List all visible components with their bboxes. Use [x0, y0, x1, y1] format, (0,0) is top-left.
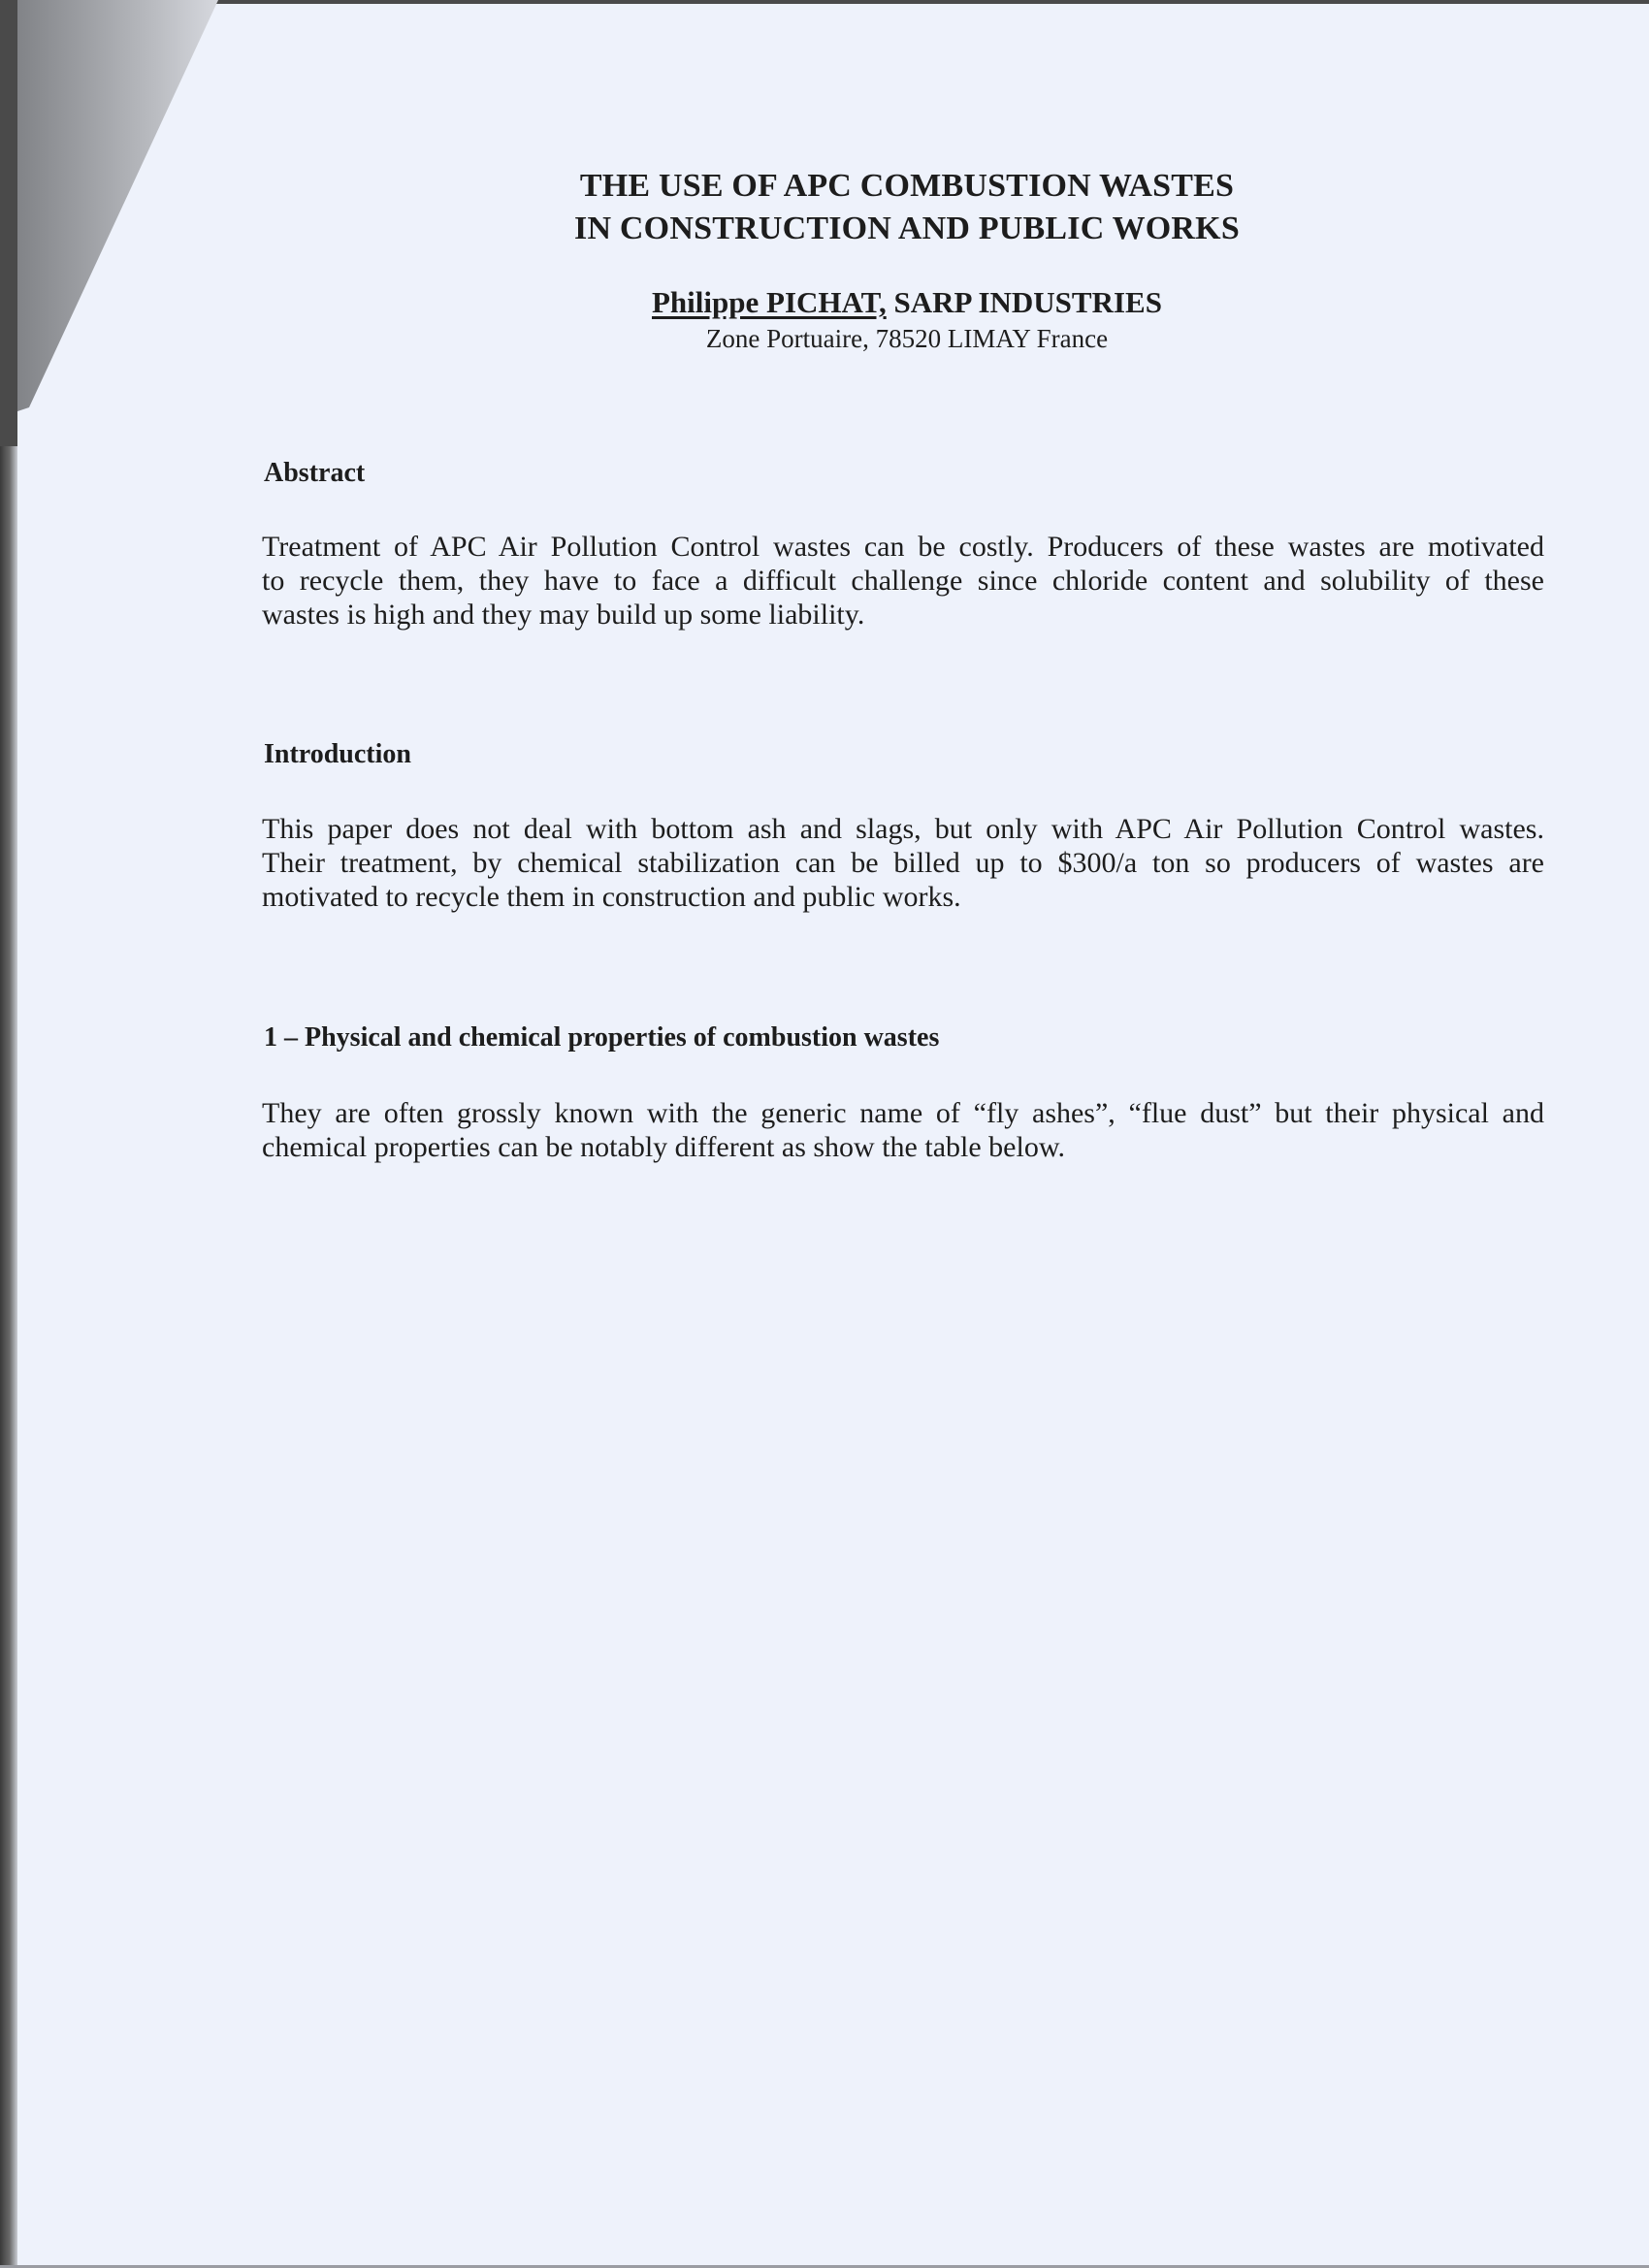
- author-address: Zone Portuaire, 78520 LIMAY France: [705, 324, 1109, 353]
- introduction-heading: Introduction: [264, 739, 411, 769]
- paper-title: [388, 165, 1426, 250]
- abstract-line: wastes is high and they may build up some liability.: [262, 599, 865, 631]
- title-line-2: IN CONSTRUCTION AND PUBLIC WORKS: [574, 211, 1240, 246]
- section-1-paragraph: [262, 1096, 1544, 1164]
- title-line-1: THE USE OF APC COMBUSTION WASTES: [579, 168, 1235, 204]
- introduction-line: motivated to recycle them in construction and public works.: [262, 881, 961, 913]
- section-1-line: They are often grossly known with the generic name of “fly ashes”, “flue dust” but their physical and: [262, 1097, 1544, 1129]
- abstract-line: to recycle them, they have to face a difficult challenge since chloride content and solubility of these: [262, 565, 1544, 597]
- section-1-heading: 1 – Physical and chemical properties of combustion wastes: [264, 1022, 940, 1053]
- abstract-paragraph: [262, 530, 1544, 632]
- author-name: Philippe PICHAT,: [652, 285, 887, 319]
- section-1-line: chemical properties can be notably different as show the table below.: [262, 1131, 1066, 1163]
- abstract-heading: Abstract: [264, 458, 366, 488]
- author-affiliation: SARP INDUSTRIES: [893, 285, 1162, 319]
- abstract-line: Treatment of APC Air Pollution Control wastes can be costly. Producers of these wastes are motivated: [262, 531, 1544, 563]
- author-line: [388, 285, 1426, 320]
- introduction-line: Their treatment, by chemical stabilization can be billed up to $300/a ton so producers of wastes are: [262, 847, 1544, 879]
- introduction-line: This paper does not deal with bottom ash and slags, but only with APC Air Pollution Control wastes.: [262, 813, 1544, 845]
- introduction-paragraph: [262, 812, 1544, 914]
